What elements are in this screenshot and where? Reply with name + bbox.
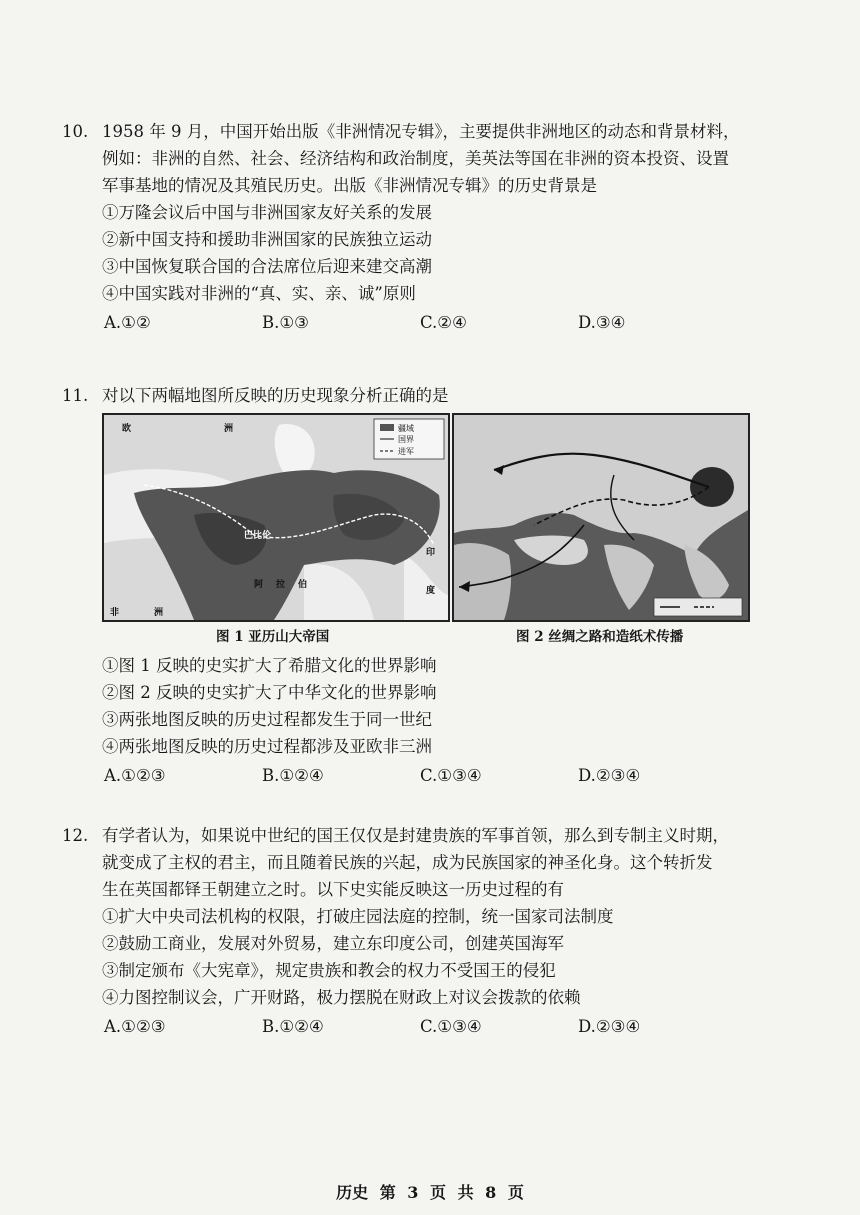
label-europe-2: 洲 [224, 424, 234, 434]
label-arabia-2: 拉 [276, 580, 286, 590]
legend-route: 进军 [398, 447, 414, 456]
choice-b[interactable]: B.①②④ [262, 766, 324, 785]
choice-a[interactable]: A.①② [104, 313, 151, 332]
question-11 [62, 382, 802, 409]
question-11-options [62, 652, 802, 789]
label-india-2: 度 [426, 586, 436, 596]
question-stem [102, 822, 802, 903]
answer-choices [62, 762, 802, 789]
stem-line: 生在英国都铎王朝建立之时。以下史实能反映这一历史过程的有 [102, 880, 564, 899]
option-2: ②鼓励工商业，发展对外贸易，建立东印度公司，创建英国海军 [102, 934, 564, 953]
question-number: 11. [62, 386, 89, 405]
legend-territory: 疆域 [398, 424, 414, 433]
legend-border: 国界 [398, 435, 414, 444]
page-footer [0, 1180, 860, 1203]
question-10 [62, 118, 802, 336]
map-1-graphic [104, 415, 448, 620]
label-africa-2: 洲 [154, 608, 164, 618]
stem-line: 就变成了主权的君主，而且随着民族的兴起，成为民族国家的神圣化身。这个转折发 [102, 853, 713, 872]
stem-line: 例如：非洲的自然、社会、经济结构和政治制度，美英法等国在非洲的资本投资、设置 [102, 149, 729, 168]
choice-a[interactable]: A.①②③ [104, 766, 166, 785]
label-europe-1: 欧 [122, 424, 132, 434]
choice-a[interactable]: A.①②③ [104, 1017, 166, 1036]
stem-line: 有学者认为，如果说中世纪的国王仅仅是封建贵族的军事首领，那么到专制主义时期， [102, 826, 729, 845]
choice-b[interactable]: B.①③ [262, 313, 309, 332]
option-1: ①万隆会议后中国与非洲国家友好关系的发展 [102, 203, 432, 222]
map-alexander-empire [102, 413, 450, 622]
option-3: ③制定颁布《大宪章》，规定贵族和教会的权力不受国王的侵犯 [102, 961, 556, 980]
label-africa-1: 非 [110, 608, 120, 618]
question-number: 12. [62, 826, 89, 845]
footer-total: 共 8 页 [457, 1183, 524, 1202]
option-1: ①扩大中央司法机构的权限，打破庄园法庭的控制，统一国家司法制度 [102, 907, 614, 926]
option-2: ②新中国支持和援助非洲国家的民族独立运动 [102, 230, 432, 249]
option-4: ④中国实践对非洲的“真、实、亲、诚”原则 [102, 284, 416, 303]
choice-d[interactable]: D.②③④ [578, 1017, 641, 1036]
option-3: ③中国恢复联合国的合法席位后迎来建交高潮 [102, 257, 432, 276]
label-babylon: 巴比伦 [244, 531, 272, 541]
option-1: ①图 1 反映的史实扩大了希腊文化的世界影响 [102, 656, 437, 675]
stem-line: 1958 年 9 月，中国开始出版《非洲情况专辑》，主要提供非洲地区的动态和背景材料， [102, 122, 740, 141]
option-4: ④力图控制议会，广开财路，极力摆脱在财政上对议会拨款的依赖 [102, 988, 581, 1007]
map-silk-road [452, 413, 750, 622]
choice-b[interactable]: B.①②④ [262, 1017, 324, 1036]
option-3: ③两张地图反映的历史过程都发生于同一世纪 [102, 710, 432, 729]
answer-choices [62, 309, 802, 336]
footer-subject: 历史 [336, 1183, 369, 1202]
answer-choices [62, 1013, 802, 1040]
option-2: ②图 2 反映的史实扩大了中华文化的世界影响 [102, 683, 437, 702]
question-stem: 对以下两幅地图所反映的历史现象分析正确的是 [102, 386, 449, 405]
choice-c[interactable]: C.①③④ [420, 766, 482, 785]
question-number: 10. [62, 122, 89, 141]
stem-line: 军事基地的情况及其殖民历史。出版《非洲情况专辑》的历史背景是 [102, 176, 597, 195]
choice-c[interactable]: C.②④ [420, 313, 467, 332]
map-1-caption: 图 1 亚历山大帝国 [216, 629, 330, 645]
map-2-graphic [454, 415, 748, 620]
option-4: ④两张地图反映的历史过程都涉及亚欧非三洲 [102, 737, 432, 756]
choice-d[interactable]: D.②③④ [578, 766, 641, 785]
footer-page: 第 3 页 [379, 1183, 446, 1202]
choice-c[interactable]: C.①③④ [420, 1017, 482, 1036]
label-india-1: 印 [426, 548, 436, 558]
choice-d[interactable]: D.③④ [578, 313, 626, 332]
question-stem [102, 118, 802, 199]
map-2-caption: 图 2 丝绸之路和造纸术传播 [516, 629, 684, 645]
label-arabia-3: 伯 [298, 580, 308, 590]
label-arabia-1: 阿 [254, 580, 264, 590]
question-12 [62, 822, 802, 1040]
